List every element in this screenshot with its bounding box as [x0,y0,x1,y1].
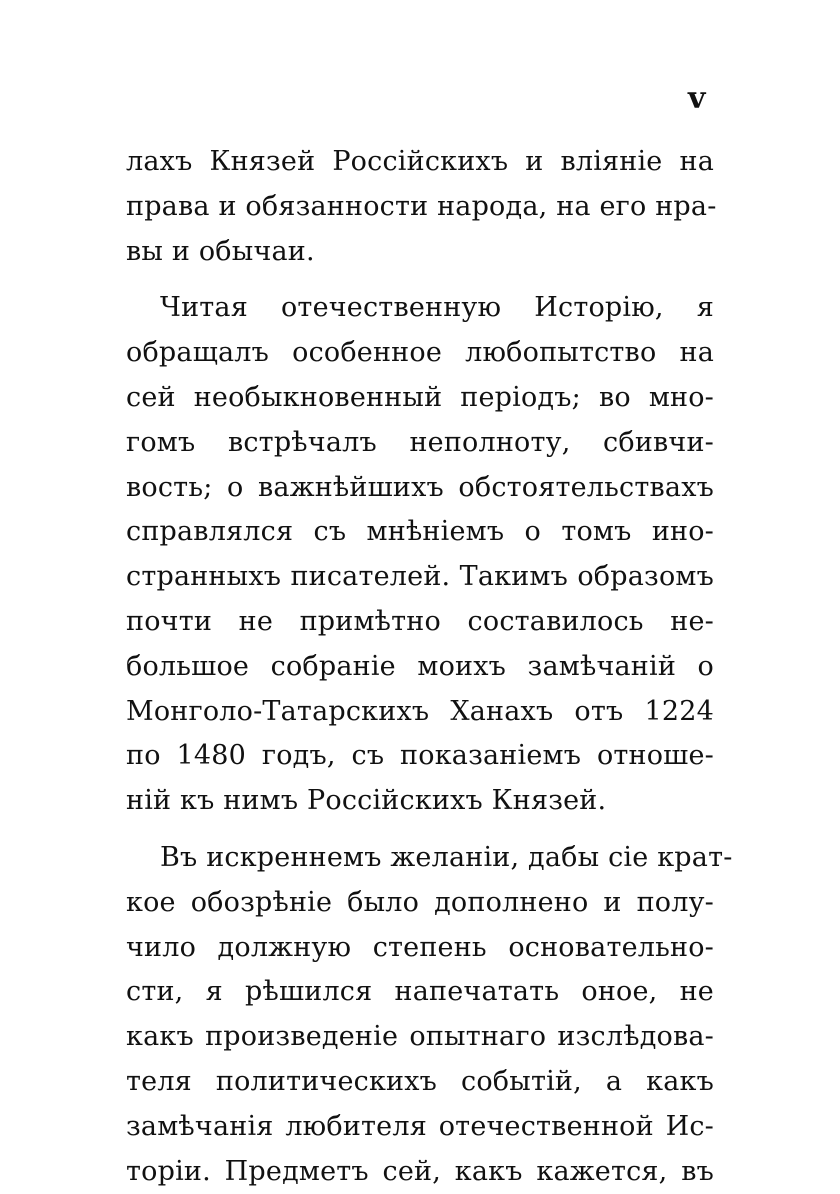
text-line: теля политическихъ событiй, а какъ [126,1065,714,1097]
paragraph-2 [126,286,714,824]
text-line: лахъ Князей Россiйскихъ и влiянiе на [126,146,714,177]
paragraph-1 [126,140,717,274]
text-line: справлялся съ мнѣнiемъ о томъ ино- [126,516,714,548]
text-line: Монголо-Татарскихъ Ханахъ отъ 1224 [126,695,714,727]
text-line: вость; о важнѣйшихъ обстоятельствахъ [126,471,714,503]
text-line: по 1480 годъ, съ показанiемъ отноше- [126,740,714,772]
text-line: какъ произведенiе опытнаго изслѣдова- [126,1021,714,1053]
paragraph-gap [126,274,714,286]
text-line: права и обязанности народа, на его нра- [126,190,717,222]
text-line: сей необыкновенный перiодъ; во мно- [126,381,714,413]
text-line: почти не примѣтно составилось не- [126,605,714,637]
paragraph-gap [126,824,714,836]
text-line: Въ искреннемъ желанiи, дабы сiе крат- [160,841,733,873]
text-line: замѣчанiя любителя отечественной Ис- [126,1110,714,1142]
text-line: гомъ встрѣчалъ неполноту, сбивчи- [126,426,714,458]
text-line: кое обозрѣнiе было дополнено и полу- [126,886,714,918]
text-line: странныхъ писателей. Такимъ образомъ [126,561,714,593]
page-number: v [688,81,706,116]
text-line: торiи. Предметъ сей, какъ кажется, въ [126,1155,714,1187]
text-line: сти, я рѣшился напечатать оное, не [126,976,714,1008]
text-line: Читая отечественную Исторiю, я [160,292,714,324]
paragraph-3 [126,836,733,1194]
text-line: чило должную степень основательно- [126,931,714,963]
text-line: нiй къ нимъ Россiйскихъ Князей. [126,785,607,817]
text-line: большое собранiе моихъ замѣчанiй о [126,650,714,682]
text-line: вы и обычаи. [126,235,315,267]
text-line: обращалъ особенное любопытство на [126,337,714,369]
body-text [126,140,733,1194]
